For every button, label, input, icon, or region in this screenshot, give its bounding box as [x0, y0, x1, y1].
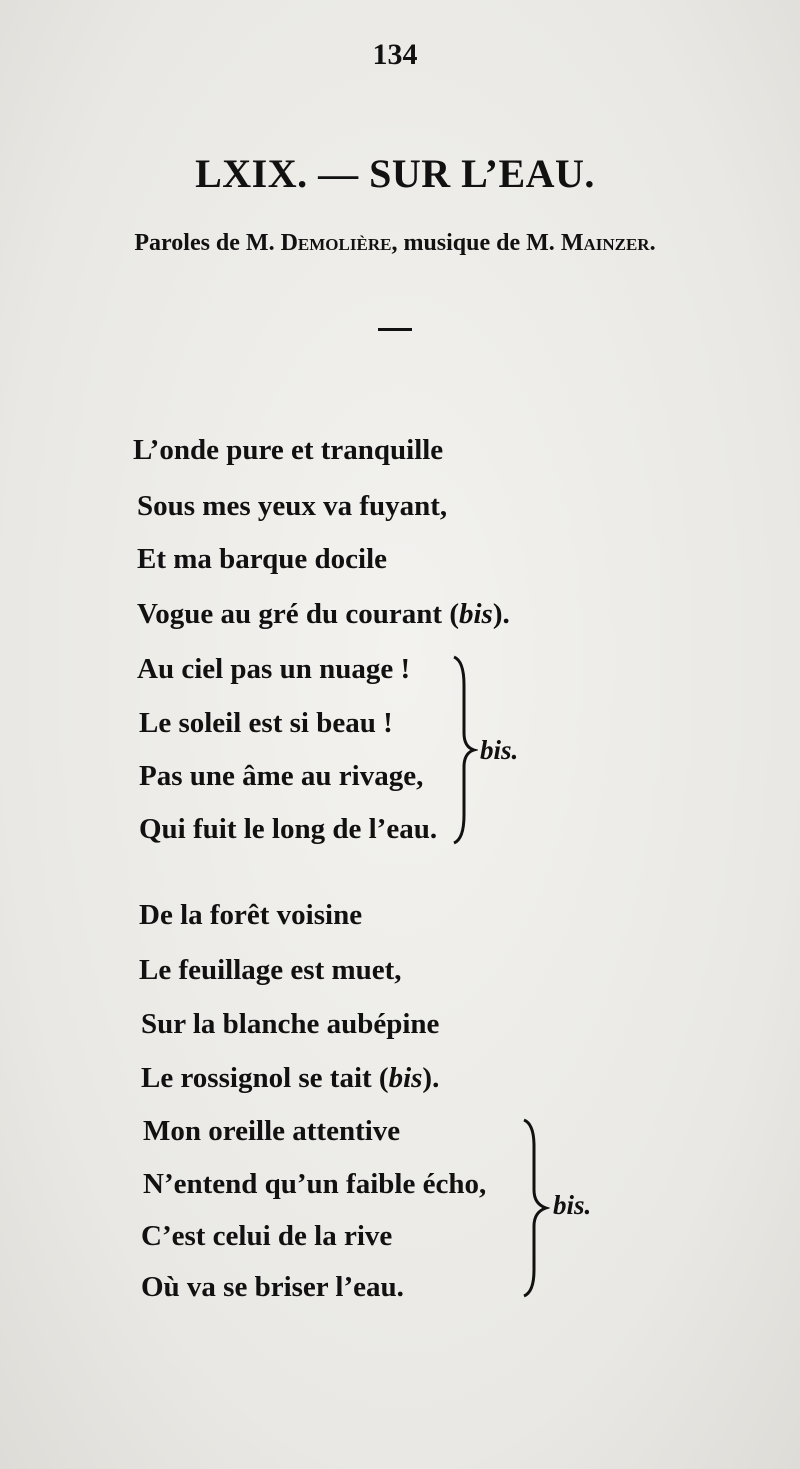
bis-inline: bis — [388, 1062, 423, 1094]
chorus-line: N’entend qu’un faible écho, — [143, 1168, 487, 1200]
repeat-mark: bis. — [480, 735, 519, 765]
page-number: 134 — [372, 38, 418, 71]
verse-line: Sous mes yeux va fuyant, — [137, 490, 448, 522]
chorus-line: Pas une âme au rivage, — [139, 760, 424, 792]
credits-suffix: . — [649, 230, 656, 256]
composer-name: Mainzer — [560, 230, 650, 256]
chorus-line: Le soleil est si beau ! — [139, 707, 393, 739]
verse-line: Sur la blanche aubépine — [141, 1008, 440, 1040]
song-title: LXIX. — SUR L’EAU. — [195, 151, 595, 196]
verse-line: Le feuillage est muet, — [139, 954, 402, 986]
chorus-line: Où va se briser l’eau. — [141, 1271, 404, 1303]
chorus-line: C’est celui de la rive — [141, 1220, 393, 1252]
bis-inline: bis — [458, 598, 493, 630]
verse-line: L’onde pure et tranquille — [133, 434, 444, 466]
verse-line: De la forêt voisine — [139, 899, 363, 931]
verse-line: Et ma barque docile — [137, 543, 387, 575]
chorus-line: Mon oreille attentive — [143, 1115, 401, 1147]
repeat-mark: bis. — [553, 1190, 592, 1220]
verse-line: Vogue au gré du courant (bis). — [137, 598, 510, 630]
chorus-line: Qui fuit le long de l’eau. — [139, 813, 438, 845]
section-separator — [378, 328, 412, 331]
right-brace-icon — [448, 655, 478, 845]
chorus-line: Au ciel pas un nuage ! — [137, 653, 411, 685]
song-credits — [0, 230, 790, 257]
verse-line: Le rossignol se tait (bis). — [141, 1062, 440, 1094]
right-brace-icon — [518, 1118, 550, 1298]
lyricist-name: Demolière — [280, 230, 392, 256]
credits-prefix: Paroles de M. — [134, 230, 281, 256]
credits-middle: , musique de M. — [391, 230, 561, 256]
